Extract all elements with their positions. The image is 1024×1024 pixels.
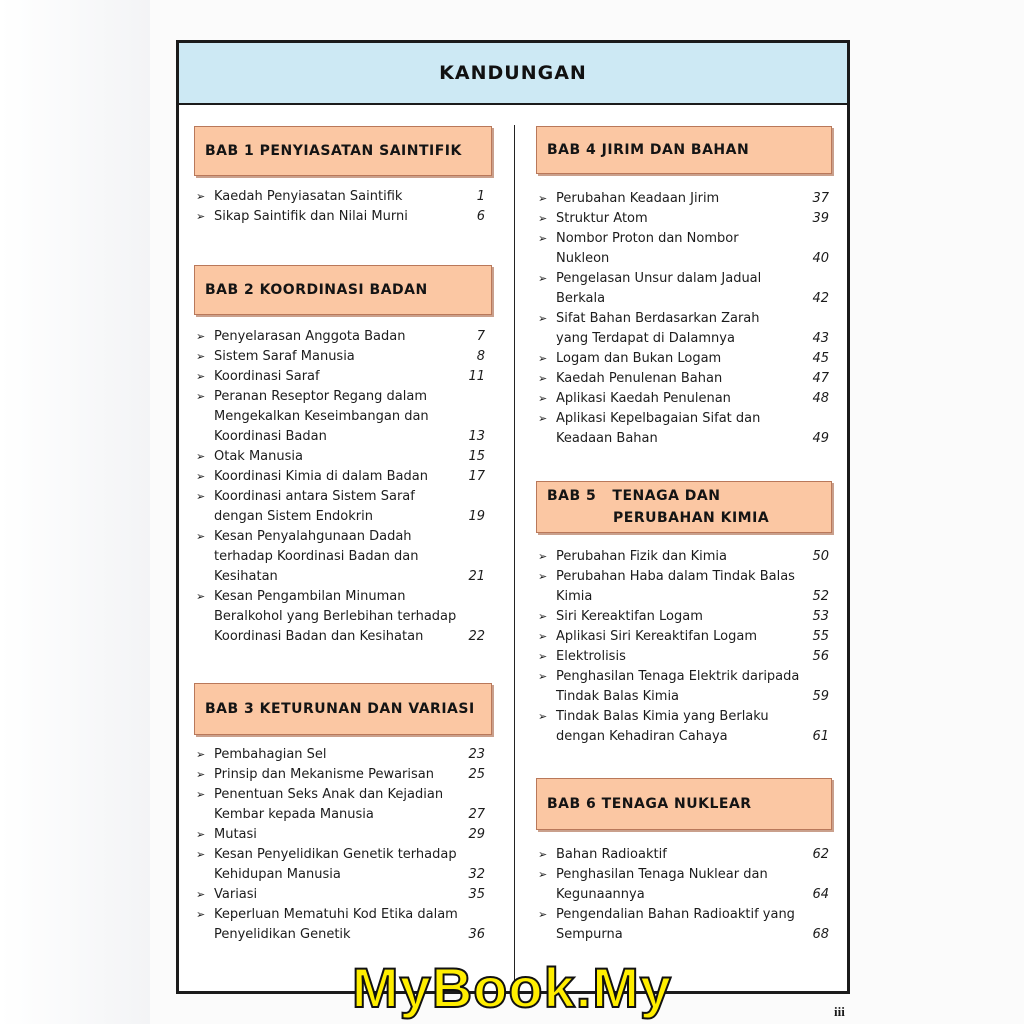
arrow-bullet-icon: ➢ (538, 312, 548, 325)
toc-entry-title: Otak Manusia (214, 449, 303, 464)
watermark-logo: MyBook.My (351, 956, 673, 1019)
toc-entry[interactable] (196, 387, 485, 447)
chapter-heading-text (547, 485, 769, 529)
toc-entry[interactable] (196, 765, 485, 785)
toc-entry[interactable] (538, 667, 829, 707)
toc-entry[interactable] (196, 885, 485, 905)
chapter-heading (536, 481, 832, 533)
toc-entry-page-number: 47 (812, 371, 829, 386)
toc-entry-title: Koordinasi Badan (214, 429, 327, 444)
toc-entry-page-number: 17 (468, 469, 485, 484)
toc-entry-page-number: 61 (812, 729, 829, 744)
toc-entry-page-number: 8 (476, 349, 485, 364)
toc-entry-page-number: 19 (468, 509, 485, 524)
arrow-bullet-icon: ➢ (196, 788, 206, 801)
chapter-heading-line: BAB 3 KETURUNAN DAN VARIASI (205, 701, 475, 717)
toc-entry-page-number: 48 (812, 391, 829, 406)
arrow-bullet-icon: ➢ (196, 210, 206, 223)
toc-entry-title: Beralkohol yang Berlebihan terhadap (214, 609, 457, 624)
chapter-heading-text (205, 279, 428, 301)
toc-entry-title: Kesan Penyalahgunaan Dadah (214, 529, 412, 544)
toc-entry-page-number: 27 (468, 807, 485, 822)
chapter-heading-text (547, 793, 752, 815)
toc-entry[interactable] (538, 627, 829, 647)
toc-entry[interactable] (196, 587, 485, 647)
toc-entry-title: Bahan Radioaktif (556, 847, 667, 862)
toc-entry-page-number: 23 (468, 747, 485, 762)
arrow-bullet-icon: ➢ (538, 392, 548, 405)
arrow-bullet-icon: ➢ (196, 450, 206, 463)
arrow-bullet-icon: ➢ (538, 212, 548, 225)
arrow-bullet-icon: ➢ (196, 330, 206, 343)
toc-entry-page-number: 35 (468, 887, 485, 902)
toc-entry-title: Koordinasi antara Sistem Saraf (214, 489, 415, 504)
chapter-heading (194, 265, 492, 315)
toc-entry-title: Keadaan Bahan (556, 431, 658, 446)
toc-entry[interactable] (196, 447, 485, 467)
toc-entry-title: Tindak Balas Kimia yang Berlaku (556, 709, 769, 724)
toc-entry[interactable] (538, 905, 829, 945)
arrow-bullet-icon: ➢ (196, 888, 206, 901)
toc-entry-page-number: 49 (812, 431, 829, 446)
toc-entry-page-number: 50 (812, 549, 829, 564)
toc-entry[interactable] (538, 409, 829, 449)
toc-entry-title: Nukleon (556, 251, 610, 266)
toc-entry-title: Kaedah Penulenan Bahan (556, 371, 723, 386)
toc-entry-title: Sifat Bahan Berdasarkan Zarah (556, 311, 760, 326)
column-divider (514, 125, 515, 985)
toc-entry-page-number: 22 (468, 629, 485, 644)
toc-entry-title: Aplikasi Siri Kereaktifan Logam (556, 629, 758, 644)
toc-entry-page-number: 64 (812, 887, 829, 902)
toc-entry-title: Sikap Saintifik dan Nilai Murni (214, 209, 408, 224)
toc-entry-page-number: 59 (812, 689, 829, 704)
arrow-bullet-icon: ➢ (538, 650, 548, 663)
toc-entry-page-number: 43 (812, 331, 829, 346)
toc-entry-title: Koordinasi Badan dan Kesihatan (214, 629, 424, 644)
contents-frame (176, 40, 850, 994)
arrow-bullet-icon: ➢ (538, 372, 548, 385)
toc-entry[interactable] (196, 327, 485, 347)
arrow-bullet-icon: ➢ (196, 370, 206, 383)
toc-entry-title: dengan Sistem Endokrin (214, 509, 373, 524)
toc-entry-page-number: 6 (476, 209, 485, 224)
toc-entry[interactable] (196, 825, 485, 845)
toc-entry-page-number: 45 (812, 351, 829, 366)
toc-entry[interactable] (196, 487, 485, 527)
arrow-bullet-icon: ➢ (196, 828, 206, 841)
arrow-bullet-icon: ➢ (196, 908, 206, 921)
toc-entry-page-number: 15 (468, 449, 485, 464)
toc-entry-title: Penghasilan Tenaga Nuklear dan (556, 867, 768, 882)
toc-entry-title: Penghasilan Tenaga Elektrik daripada (556, 669, 800, 684)
toc-entry-title: Kehidupan Manusia (214, 867, 341, 882)
toc-entry-page-number: 52 (812, 589, 829, 604)
toc-entry[interactable] (538, 189, 829, 209)
arrow-bullet-icon: ➢ (196, 490, 206, 503)
arrow-bullet-icon: ➢ (538, 232, 548, 245)
toc-entry-page-number: 36 (468, 927, 485, 942)
toc-entry-title: Kaedah Penyiasatan Saintifik (214, 189, 403, 204)
toc-entry[interactable] (196, 207, 485, 227)
chapter-heading-line: BAB 1 PENYIASATAN SAINTIFIK (205, 143, 462, 159)
toc-entry-title: Kembar kepada Manusia (214, 807, 374, 822)
toc-entry-title: Perubahan Haba dalam Tindak Balas (556, 569, 795, 584)
toc-entry[interactable] (538, 647, 829, 667)
arrow-bullet-icon: ➢ (538, 630, 548, 643)
toc-entry-title: Penyelidikan Genetik (214, 927, 351, 942)
toc-entry-title: Sistem Saraf Manusia (214, 349, 355, 364)
arrow-bullet-icon: ➢ (538, 192, 548, 205)
arrow-bullet-icon: ➢ (196, 590, 206, 603)
arrow-bullet-icon: ➢ (196, 190, 206, 203)
toc-entry-title: Keperluan Mematuhi Kod Etika dalam (214, 907, 458, 922)
toc-entry[interactable] (538, 389, 829, 409)
chapter-heading-text (205, 140, 462, 162)
arrow-bullet-icon: ➢ (538, 908, 548, 921)
toc-entry[interactable] (196, 905, 485, 945)
toc-entry-title: Prinsip dan Mekanisme Pewarisan (214, 767, 434, 782)
toc-entry[interactable] (196, 187, 485, 207)
toc-entry[interactable] (538, 607, 829, 627)
toc-entry[interactable] (538, 209, 829, 229)
toc-entry-title: dengan Kehadiran Cahaya (556, 729, 728, 744)
arrow-bullet-icon: ➢ (538, 352, 548, 365)
toc-entry[interactable] (196, 745, 485, 765)
chapter-heading-line: BAB 2 KOORDINASI BADAN (205, 282, 428, 298)
toc-entry-page-number: 13 (468, 429, 485, 444)
toc-entry[interactable] (538, 707, 829, 747)
arrow-bullet-icon: ➢ (538, 610, 548, 623)
toc-entry-title: Tindak Balas Kimia (556, 689, 680, 704)
page-title: KANDUNGAN (179, 43, 847, 105)
toc-entry[interactable] (538, 547, 829, 567)
toc-entry-title: yang Terdapat di Dalamnya (556, 331, 735, 346)
arrow-bullet-icon: ➢ (538, 412, 548, 425)
toc-entry-title: Mutasi (214, 827, 257, 842)
toc-entry-title: Kimia (556, 589, 593, 604)
toc-entry-title: Mengekalkan Keseimbangan dan (214, 409, 429, 424)
toc-entry-title: Berkala (556, 291, 606, 306)
toc-entry-page-number: 40 (812, 251, 829, 266)
toc-entry-page-number: 68 (812, 927, 829, 942)
toc-entry-page-number: 1 (476, 189, 485, 204)
arrow-bullet-icon: ➢ (538, 272, 548, 285)
toc-entry-title: Kegunaannya (556, 887, 645, 902)
toc-entry-title: Kesan Penyelidikan Genetik terhadap (214, 847, 457, 862)
toc-entry-title: Pengendalian Bahan Radioaktif yang (556, 907, 795, 922)
toc-entry-title: Perubahan Fizik dan Kimia (556, 549, 727, 564)
toc-entry-page-number: 21 (468, 569, 485, 584)
toc-entry-page-number: 25 (468, 767, 485, 782)
arrow-bullet-icon: ➢ (196, 470, 206, 483)
arrow-bullet-icon: ➢ (196, 530, 206, 543)
toc-entry-page-number: 32 (468, 867, 485, 882)
toc-entry-title: Variasi (214, 887, 258, 902)
toc-entry-page-number: 7 (476, 329, 485, 344)
arrow-bullet-icon: ➢ (538, 550, 548, 563)
toc-entry[interactable] (196, 467, 485, 487)
chapter-heading-line: BAB 6 TENAGA NUKLEAR (547, 796, 752, 812)
toc-entry-title: Elektrolisis (556, 649, 626, 664)
toc-entry-title: Kesan Pengambilan Minuman (214, 589, 406, 604)
toc-entry[interactable] (538, 349, 829, 369)
toc-entry[interactable] (196, 527, 485, 587)
toc-entry[interactable] (538, 309, 829, 349)
arrow-bullet-icon: ➢ (538, 868, 548, 881)
toc-entry-page-number: 29 (468, 827, 485, 842)
toc-entry[interactable] (538, 369, 829, 389)
toc-entry-page-number: 39 (812, 211, 829, 226)
toc-entry-title: Nombor Proton dan Nombor (556, 231, 739, 246)
toc-entry-page-number: 37 (812, 191, 829, 206)
chapter-heading (536, 778, 832, 830)
toc-entry-page-number: 42 (812, 291, 829, 306)
toc-entry[interactable] (538, 845, 829, 865)
toc-entry-title: Pengelasan Unsur dalam Jadual (556, 271, 762, 286)
toc-entry-title: Perubahan Keadaan Jirim (556, 191, 720, 206)
toc-entry[interactable] (538, 865, 829, 905)
chapter-heading-text (547, 139, 749, 161)
toc-entry-title: Struktur Atom (556, 211, 648, 226)
arrow-bullet-icon: ➢ (196, 748, 206, 761)
chapter-heading-text (205, 698, 475, 720)
toc-entry-title: Koordinasi Kimia di dalam Badan (214, 469, 428, 484)
arrow-bullet-icon: ➢ (538, 570, 548, 583)
toc-entry[interactable] (196, 367, 485, 387)
toc-entry-page-number: 11 (468, 369, 485, 384)
chapter-heading (536, 126, 832, 174)
toc-entry[interactable] (196, 845, 485, 885)
arrow-bullet-icon: ➢ (196, 768, 206, 781)
toc-entry[interactable] (196, 347, 485, 367)
toc-entry-title: Siri Kereaktifan Logam (556, 609, 703, 624)
toc-entry-page-number: 62 (812, 847, 829, 862)
page-edge-shadow (0, 0, 150, 1024)
arrow-bullet-icon: ➢ (196, 848, 206, 861)
toc-entry-title: Kesihatan (214, 569, 278, 584)
toc-entry-page-number: 56 (812, 649, 829, 664)
toc-entry[interactable] (538, 567, 829, 607)
toc-entry-title: Penyelarasan Anggota Badan (214, 329, 406, 344)
toc-entry-title: Aplikasi Kaedah Penulenan (556, 391, 731, 406)
toc-entry-title: Logam dan Bukan Logam (556, 351, 722, 366)
toc-entry-title: terhadap Koordinasi Badan dan (214, 549, 419, 564)
toc-entry[interactable] (538, 269, 829, 309)
toc-entry-title: Koordinasi Saraf (214, 369, 320, 384)
toc-entry-title: Sempurna (556, 927, 623, 942)
page-number: iii (834, 1004, 845, 1019)
arrow-bullet-icon: ➢ (538, 670, 548, 683)
chapter-heading-line: PERUBAHAN KIMIA (613, 510, 770, 526)
toc-entry[interactable] (196, 785, 485, 825)
toc-entry-page-number: 55 (812, 629, 829, 644)
toc-entry-title: Penentuan Seks Anak dan Kejadian (214, 787, 444, 802)
chapter-heading (194, 683, 492, 735)
toc-entry-page-number: 53 (812, 609, 829, 624)
chapter-heading-line: BAB 4 JIRIM DAN BAHAN (547, 142, 750, 158)
chapter-heading-line: BAB 5 TENAGA DAN (547, 488, 721, 504)
toc-entry[interactable] (538, 229, 829, 269)
arrow-bullet-icon: ➢ (538, 848, 548, 861)
toc-entry-title: Aplikasi Kepelbagaian Sifat dan (556, 411, 761, 426)
arrow-bullet-icon: ➢ (538, 710, 548, 723)
arrow-bullet-icon: ➢ (196, 350, 206, 363)
arrow-bullet-icon: ➢ (196, 390, 206, 403)
toc-entry-title: Pembahagian Sel (214, 747, 327, 762)
chapter-heading (194, 126, 492, 176)
toc-entry-title: Peranan Reseptor Regang dalam (214, 389, 428, 404)
